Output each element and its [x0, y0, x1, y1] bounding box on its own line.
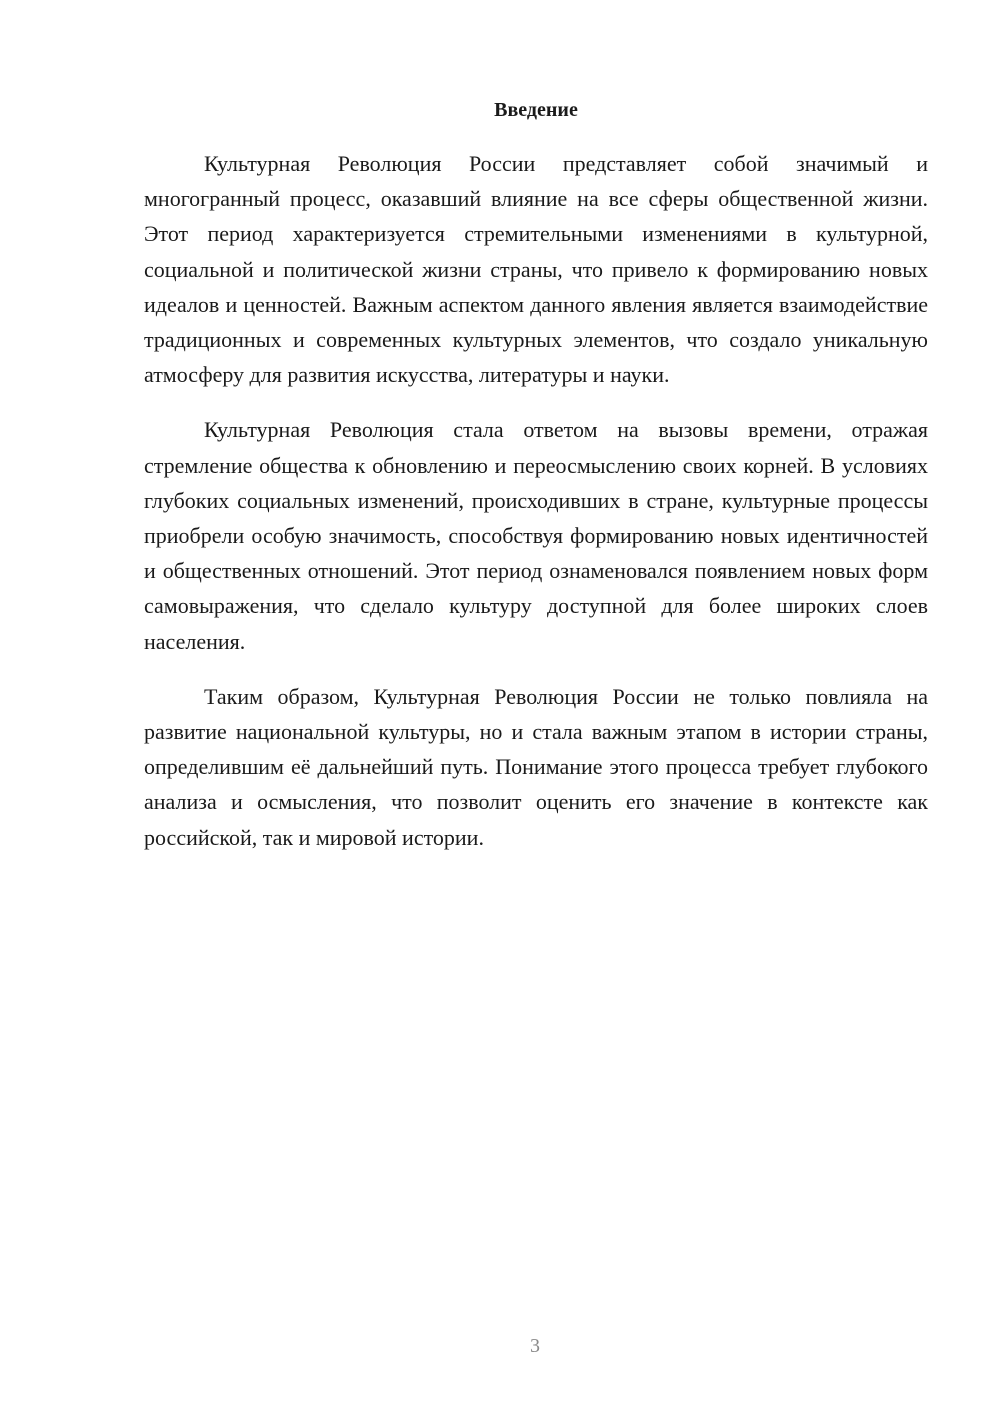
paragraph-1: Культурная Революция России представляет собой значимый и многогранный процесс, оказавший влияние на все сферы общественной жизни. Этот период характеризуется стремительными изменениями в культурной, социальной и политической жизни страны, что привело к формированию новых идеалов и ценностей. Важным аспектом данного явления является взаимодействие традиционных и современных культурных элементов, что создало уникальную атмосферу для развития искусства, литературы и науки.: [144, 151, 928, 388]
paragraph-2: Культурная Революция стала ответом на вызовы времени, отражая стремление общества к обновлению и переосмыслению своих корней. В условиях глубоких социальных изменений, происходивших в стране, культурные процессы приобрели особую значимость, способствуя формированию новых идентичностей и общественных отношений. Этот период ознаменовался появлением новых форм самовыражения, что сделало культуру доступной для более широких слоев населения.: [144, 417, 928, 654]
page-content: [144, 96, 928, 875]
section-heading: Введение: [494, 99, 578, 121]
page-number: 3: [530, 1335, 540, 1357]
paragraph-3: Таким образом, Культурная Революция России не только повлияла на развитие национальной культуры, но и стала важным этапом в истории страны, определившим её дальнейший путь. Понимание этого процесса требует глубокого анализа и осмысления, что позволит оценить его значение в контексте как российской, так и мировой истории.: [144, 683, 928, 850]
